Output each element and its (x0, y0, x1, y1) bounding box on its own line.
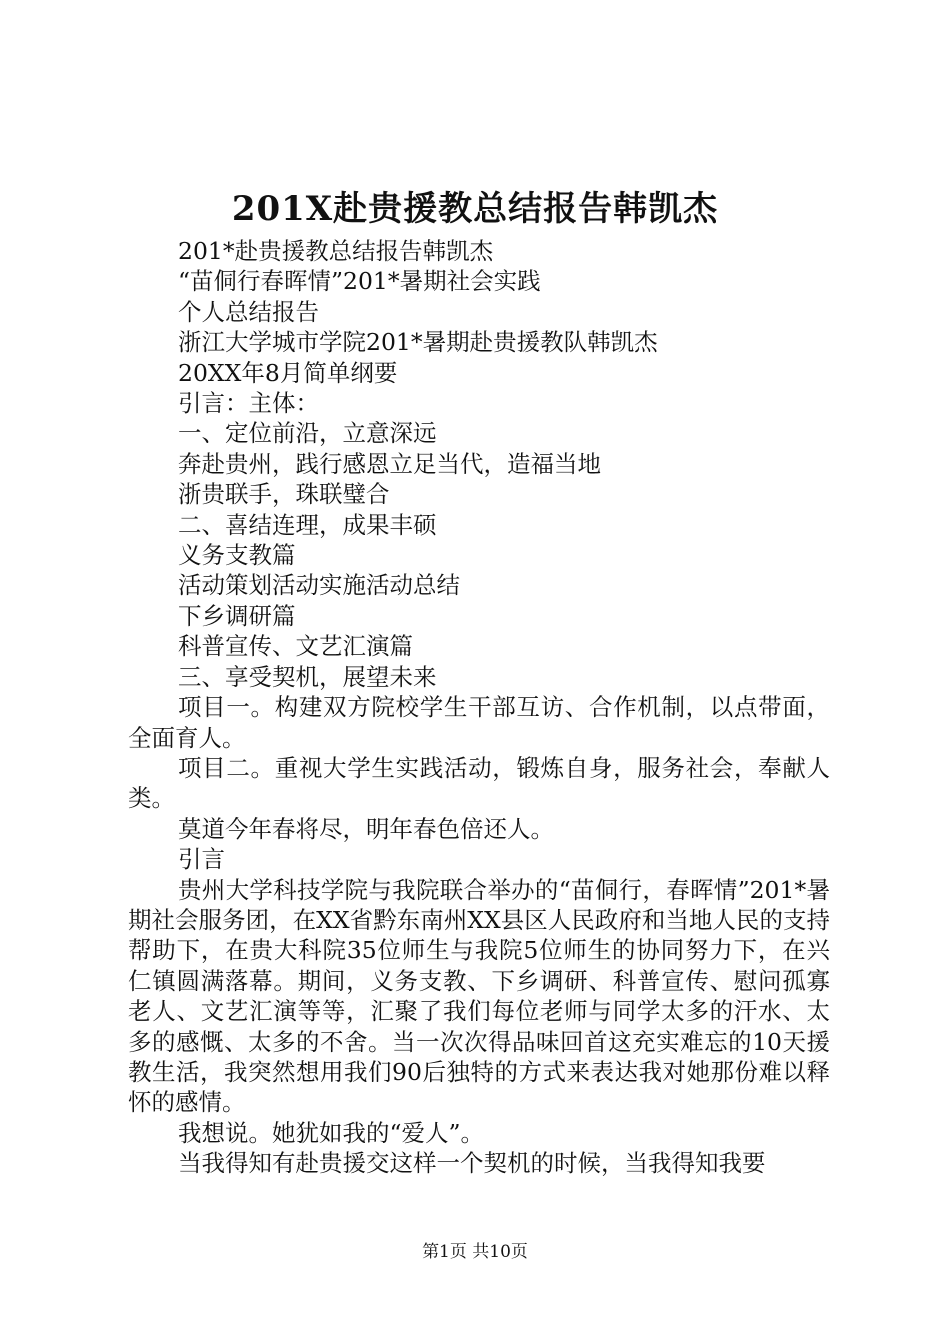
text-line: “苗侗行春晖情”201*暑期社会实践 (178, 267, 541, 296)
document-title: 201X赴贵援教总结报告韩凯杰 (231, 189, 719, 229)
text-line: 科普宣传、文艺汇演篇 (178, 632, 413, 661)
text-line: 义务支教篇 (178, 541, 296, 570)
text-line: 莫道今年春将尽，明年春色倍还人。 (178, 814, 554, 843)
text-line: 引言：主体： (178, 389, 319, 418)
project-paragraph: 项目一。构建双方院校学生干部互访、合作机制，以点带面，全面育人。 (128, 693, 830, 752)
text-line: 引言 (178, 845, 225, 874)
body-paragraph: 我想说。她犹如我的“爱人”。 (178, 1118, 485, 1147)
section-heading: 二、喜结连理，成果丰硕 (178, 510, 437, 539)
section-heading: 一、定位前沿，立意深远 (178, 419, 437, 448)
project-paragraph: 项目二。重视大学生实践活动，锻炼自身，服务社会，奉献人类。 (128, 753, 830, 813)
text-line: 201*赴贵援教总结报告韩凯杰 (178, 237, 494, 265)
text-line: 浙江大学城市学院201*暑期赴贵援教队韩凯杰 (178, 328, 658, 357)
section-heading: 三、享受契机，展望未来 (178, 662, 437, 691)
text-line: 奔赴贵州，践行感恩立足当代，造福当地 (178, 449, 601, 478)
text-line: 下乡调研篇 (178, 601, 296, 630)
document-body (128, 236, 830, 1179)
intro-paragraph: 贵州大学科技学院与我院联合举办的“苗侗行，春晖情”201*暑期社会服务团，在XX省黔东南州XX县区人民政府和当地人民的支持帮助下，在贵大科院35位师生与我院5位师生的协同努力下，在兴仁镇圆满落幕。期间，义务支教、下乡调研、科普宣传、慰问孤寡老人、文艺汇演等等，汇聚了我们每位老师与同学太多的汗水、太多的感慨、太多的不舍。当一次次得品味回首这充实难忘的10天援教生活，我突然想用我们90后独特的方式来表达我对她那份难以释怀的感情。 (128, 875, 830, 1117)
page-footer: 第1页 共10页 (422, 1242, 528, 1262)
text-line: 浙贵联手，珠联璧合 (178, 480, 390, 509)
text-line: 活动策划活动实施活动总结 (178, 571, 460, 600)
body-paragraph: 当我得知有赴贵援交这样一个契机的时候，当我得知我要 (178, 1149, 766, 1178)
text-line: 20XX年8月简单纲要 (178, 358, 398, 387)
text-line: 个人总结报告 (178, 297, 319, 326)
